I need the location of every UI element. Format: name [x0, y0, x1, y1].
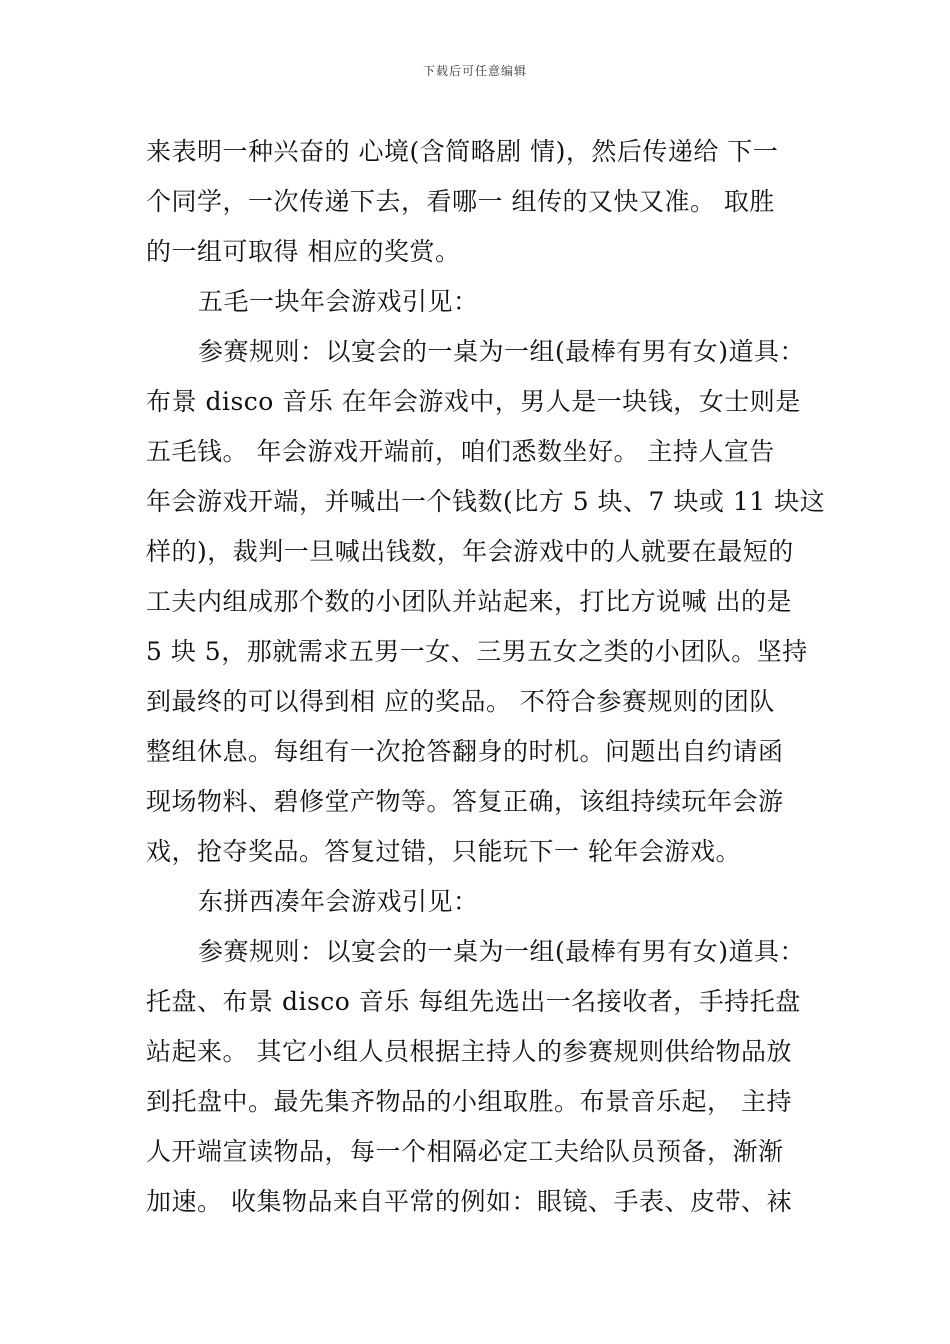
- text-line: 布景 disco 音乐 在年会游戏中，男人是一块钱，女士则是: [146, 387, 801, 416]
- text-line: 个同学，一次传递下去，看哪一 组传的又快又准。 取胜: [146, 187, 775, 216]
- text-line: 加速。 收集物品来自平常的例如：眼镜、手表、皮带、袜: [146, 1187, 792, 1216]
- text-line: 站起来。 其它小组人员根据主持人的参赛规则供给物品放: [146, 1037, 792, 1066]
- document-body: [146, 127, 826, 1227]
- text-line: 来表明一种兴奋的 心境(含简略剧 情)，然后传递给 下一: [146, 137, 779, 166]
- text-line: 年会游戏开端，并喊出一个钱数(比方 5 块、7 块或 11 块这: [146, 487, 826, 516]
- page-header: 下载后可任意编辑: [422, 64, 527, 78]
- section-heading: 东拼西凑年会游戏引见：: [198, 887, 479, 916]
- text-line: 现场物料、碧修堂产物等。答复正确，该组持续玩年会游: [146, 787, 784, 816]
- section-heading: 五毛一块年会游戏引见：: [198, 287, 479, 316]
- text-line: 的一组可取得 相应的奖赏。: [146, 237, 461, 266]
- text-line: 托盘、布景 disco 音乐 每组先选出一名接收者，手持托盘: [146, 987, 801, 1016]
- text-line: 工夫内组成那个数的小团队并站起来，打比方说喊 出的是: [146, 587, 792, 616]
- text-line: 整组休息。每组有一次抢答翻身的时机。问题出自约请函: [146, 737, 784, 766]
- text-line: 参赛规则：以宴会的一桌为一组(最棒有男有女)道具：: [198, 937, 806, 966]
- text-line: 人开端宣读物品，每一个相隔必定工夫给队员预备，渐渐: [146, 1137, 784, 1166]
- text-line: 样的)，裁判一旦喊出钱数，年会游戏中的人就要在最短的: [146, 537, 794, 566]
- text-line: 参赛规则：以宴会的一桌为一组(最棒有男有女)道具：: [198, 337, 806, 366]
- text-line: 到最终的可以得到相 应的奖品。 不符合参赛规则的团队: [146, 687, 775, 716]
- text-line: 到托盘中。最先集齐物品的小组取胜。布景音乐起， 主持: [146, 1087, 792, 1116]
- text-line: 五毛钱。 年会游戏开端前，咱们悉数坐好。 主持人宣告: [146, 437, 775, 466]
- text-line: 戏，抢夺奖品。答复过错，只能玩下一 轮年会游戏。: [146, 837, 741, 866]
- text-line: 5 块 5，那就需求五男一女、三男五女之类的小团队。坚持: [146, 637, 808, 666]
